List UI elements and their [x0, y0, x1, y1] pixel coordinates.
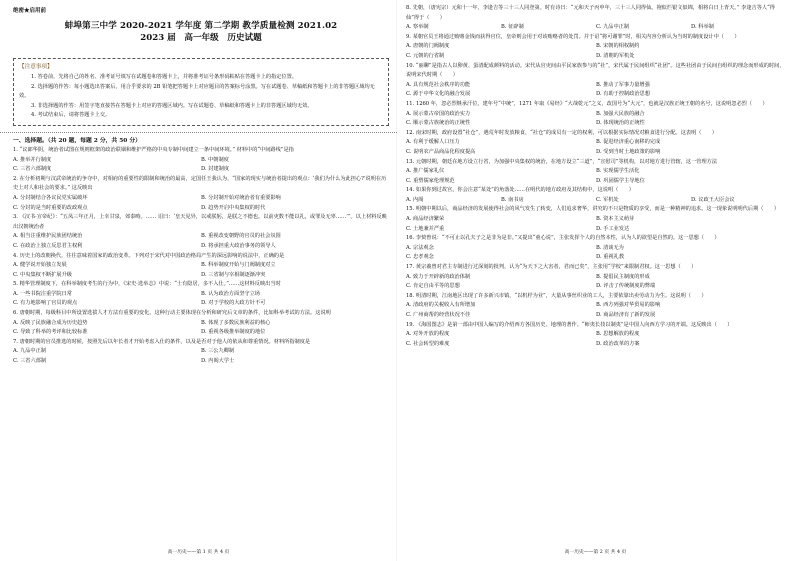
answer-option: C. 说明农产品商品化程度提高 — [406, 148, 476, 155]
answer-option: D. 三省制与宰相制逐渐冲突 — [201, 271, 266, 278]
question-stem: 15. 明朝中期以后，商品经济的发展使得社会的风气发生了转变，人们追求奢华，讲究的不只是物质的享受，而是一种精神的追求。这一现象说明明代后期（ ） — [406, 206, 780, 213]
option-row — [406, 196, 786, 206]
option-row — [406, 42, 786, 52]
option-row — [13, 347, 389, 357]
answer-option: C. 重塑儒家伦理规范 — [406, 177, 455, 184]
option-row — [406, 340, 786, 350]
question-list-left — [13, 146, 389, 367]
option-row — [13, 194, 389, 204]
question-stem: 12. 南宋时期，政府设置“社仓”，遇荒年时发放粮食，“社仓”的成员有一定的权利，可以根据实际情况对粮食进行分配。这表明（ ） — [406, 129, 718, 136]
option-row — [13, 299, 389, 309]
option-row — [406, 23, 786, 33]
answer-option: D. 内阁大学士 — [201, 358, 235, 365]
option-row — [406, 282, 786, 292]
answer-option: D. 手工业发达 — [596, 225, 630, 232]
answer-option: C. 分封的是当时重要的改政观点 — [13, 204, 88, 211]
option-row — [406, 167, 786, 177]
exam-page-right — [397, 0, 794, 561]
option-row — [13, 232, 389, 242]
question-list-right — [406, 4, 786, 349]
option-row — [13, 319, 389, 329]
answer-option: B. 实现儒学生活化 — [596, 168, 640, 175]
answer-option: A. 宗法观念 — [406, 244, 434, 251]
answer-option: B. 加强大民族的融合 — [596, 110, 645, 117]
exam-subtitle: 2023 届 高一年级 历史试题 — [140, 33, 262, 43]
answer-option: D. 清朝的军机处 — [596, 52, 635, 59]
answer-option: B. 三公九卿制 — [201, 348, 235, 355]
option-row — [13, 156, 389, 166]
option-row — [406, 244, 786, 254]
answer-option: B. 认为政治方面坚守立场 — [201, 290, 260, 297]
answer-option: D. 政治改革的方案 — [596, 340, 640, 347]
option-row — [406, 301, 786, 311]
question-stem: 13. 元朝时期，朝廷在地方设立行省，为加强中央集权的统治，在地方设立“三道”，“宣慰司”等机构，以对地方进行管辖，这一管理方法 — [406, 158, 718, 165]
dotted-separator — [0, 126, 397, 133]
notice-box — [13, 58, 389, 126]
answer-option: A. 致力于开辟新的政治体制 — [406, 273, 471, 280]
option-row — [406, 138, 786, 148]
answer-option: A. 展示蒙古帝国的政治实力 — [406, 110, 471, 117]
question-stem: 6. 唐朝时期，每级科目中所设置选拔人才方法有重要的变化，这种行动主要体现在分析和研究后文章的条件，比如科举考试的方法。这说明 — [13, 310, 331, 317]
answer-option: D. 封建制度 — [201, 166, 230, 173]
notice-item: 4. 考试结束后，请将答题卡上交。 — [31, 112, 111, 119]
answer-option: C. 元朝的行省制 — [406, 52, 445, 59]
question-stem: 2. 在分析初期与汉武帝统治的争夺中，对相府的重要性的限制和统治的最高，定国任王我认为，“国家的现实与统治者提出的观点：‘我们为什么为此担心?’说明在历史上对人和社会的要求。” 这反映出 — [13, 175, 387, 192]
option-row — [406, 177, 786, 187]
answer-option: D. 受到当时土地政策的影响 — [596, 148, 661, 155]
answer-option: D. 重视各级推举制度的地位 — [201, 329, 266, 336]
answer-option: D. 评击了传统制度的弊端 — [596, 283, 656, 290]
question-stem: 10. “丽聊”是指古人以卵黄、蛋清配成颜料的活动。宋代从官吏间由平民家族参与的“社”，宋代属于民间组织“社团”。这些社团由于民间自组织的理念而形成的时间，说明宋代时期（ ） — [406, 62, 785, 79]
option-row — [13, 242, 389, 252]
answer-option: B. 重视改变朝野的官员的社会氛围 — [201, 233, 281, 240]
answer-option: C. 广州商帮的经营状况不佳 — [406, 312, 471, 318]
answer-option: A. 唐朝的门阀制度 — [406, 43, 450, 50]
answer-option: C. 导致了科举的考评和比较标准 — [13, 329, 88, 336]
notice-title: 【注意事项】 — [19, 64, 53, 70]
answer-option: B. 体现了多数民族利益的核心 — [201, 319, 271, 326]
question-stem: 16. 李贽曾说：“不可止以孔夫子之是非为是非。”又提出“童心说”，主张发挥个人的自然本性，认为人的欲望是自然的。这一思想（ ） — [406, 235, 720, 242]
answer-option: C. 三省六部制度 — [13, 166, 52, 173]
answer-option: C. 军机处 — [596, 196, 619, 203]
answer-option: A. 分封制结合各议民党实属破坏 — [13, 194, 88, 201]
answer-option: B. 中朝制度 — [201, 156, 229, 163]
answer-option: D. 将承担重大政治事务的领导人 — [201, 242, 276, 249]
answer-option: A. 反映了民族融合成为历史趋势 — [13, 319, 88, 326]
question-stem: 3. 《汉书·宣帝纪》：“五凤三年正月，上幸甘泉，郊泰畤。…… 诏曰：‘皇天见异，以戒朕躬，是朕之不德也。以前吏数不能以礼，或罪及无辜……’”。以上材料反映出汉朝统治者 — [13, 214, 387, 230]
answer-option: A. 察举制 — [406, 24, 429, 31]
question-stem: 18. 明清时期，江南地区出现了许多新兴市镇，“以机杼为业”，大量从事丝织业的工人，主要依靠出卖劳动力为生。这说明（ ） — [406, 292, 707, 299]
page-footer: 高一历史——第 1 页 共 4 页 — [167, 550, 230, 555]
option-row — [406, 110, 786, 120]
option-row — [406, 119, 786, 129]
answer-option: D. 科举制 — [691, 24, 714, 31]
answer-option: A. 健学说开始独立发展 — [13, 262, 67, 269]
option-row — [406, 52, 786, 62]
question-stem: 1. “议郎华阴，统治者试图在规则框架的政治联姻和维护严格的中央专制中间建立一条中间环境。” 材料中的“中间路线”是指 — [13, 146, 294, 153]
question-stem: 4. 历史上的改朝换代，往往意味着国家的政治变革。下列对于宋代对中国政治格局产生的深远影响的说法中，正确的是 — [13, 252, 285, 259]
answer-option: C. 土地兼并严重 — [406, 225, 445, 232]
answer-option: B. 西方列强对华贸易的影响 — [596, 302, 661, 309]
answer-option: A. 商品经济繁荣 — [406, 216, 445, 223]
option-row — [406, 90, 786, 100]
answer-option: C. 忠孝观念 — [406, 254, 434, 261]
option-row — [406, 215, 786, 225]
answer-option: A. 推广儒家礼仪 — [406, 168, 445, 175]
answer-option: B. 征辟制 — [501, 24, 524, 31]
answer-option: D. 商品经济有了新的发展 — [596, 312, 656, 318]
question-stem: 19. 《海国图志》是第一部由中国人编写的介绍西方各国历史、地理的著作。“师夷长技以制夷”是中国人向西方学习的开端。这反映出（ ） — [406, 321, 733, 328]
answer-option: B. 南书房 — [501, 196, 524, 203]
answer-option: A. 内阁 — [406, 196, 424, 203]
answer-option: D. 议政王大臣会议 — [691, 196, 735, 203]
answer-option: C. 九品中正制 — [596, 24, 630, 31]
option-row — [406, 273, 786, 283]
answer-option: D. 趋势开启中央集权的时代 — [201, 204, 266, 211]
option-row — [13, 165, 389, 175]
answer-option: C. 社会转型的难度 — [406, 340, 450, 347]
section-heading: 一、选择题。（共 20 题，每题 2 分，共 50 分） — [13, 137, 141, 144]
question-stem: 17. 黄宗羲曾对君主专制进行过深刻的批判，认为“为天下之大害者，君而已矣”，主张用“学校”来限制君权。这一思想（ ） — [406, 264, 697, 271]
option-row — [406, 253, 786, 263]
answer-option: B. 宋朝的相权制约 — [596, 43, 640, 50]
option-row — [13, 261, 389, 271]
answer-option: B. 促进经济重心南移的完成 — [596, 139, 661, 146]
notice-item: 1. 答卷前，先将自己的姓名、准考证号填写在试题卷和答题卡上，并将准考证号条形码粘贴在答题卡上的指定位置。 — [31, 74, 297, 80]
answer-option: A. 推举并行制度 — [13, 156, 52, 163]
option-row — [13, 271, 389, 281]
answer-option: A. 对外开放的程度 — [406, 331, 450, 338]
option-row — [13, 328, 389, 338]
question-stem: 8. 先朝，（唐宪宗）元和十一年，李逢吉等三十三人同登第。时有诗曰：“元和天子丙申年，三十三人同得仙。袍似烂银文似锦，相将白日上青天。” 李逢吉等人“得仙”得于（ ） — [406, 5, 775, 21]
question-stem: 14. 如果你到过故宫，你会注意“某处”的角落处……在明代的地方政府及其结构中，这说明（ ） — [406, 187, 634, 194]
answer-option: A. 具有规范社会秩序的功能 — [406, 81, 471, 88]
answer-option: A. 相当注重维护民族团结统治 — [13, 233, 83, 240]
answer-option: D. 有助于控制政治思想 — [596, 91, 650, 98]
answer-option: B. 推动了军事力量增强 — [596, 81, 650, 88]
question-stem: 11. 1260 年，忽必烈继承汗位，建年号“中统”，1271 年取《易经》“大哉乾元”之义，改国号为“大元”，也就是汉族正统王朝的名号，这说明忽必烈（ ） — [406, 100, 768, 107]
answer-option: B. 提倡民主制度的形成 — [596, 273, 650, 280]
page-footer: 高一历史——第 2 页 共 4 页 — [564, 550, 627, 555]
question-stem: 5. 精华管理制度下，在科举制度考生的行为中，《宋史·选举志》中说：“士有隐居，多不入仕。”……这材料反映出当时 — [13, 281, 281, 288]
answer-option: D. 巩固儒学主导地位 — [596, 177, 645, 184]
exam-title: 蚌埠第三中学 2020-2021 学年度 第二学期 教学质量检测 2021.02 — [64, 21, 338, 31]
option-row — [13, 290, 389, 300]
answer-option: B. 科举制度开始与门阀制度对立 — [201, 262, 276, 269]
answer-option: C. 源于中华文化的融合发展 — [406, 91, 471, 98]
option-row — [406, 225, 786, 235]
answer-option: B. 清谈无为 — [596, 244, 624, 251]
option-row — [406, 148, 786, 158]
confidential-mark: 绝密★启用前 — [13, 8, 47, 14]
answer-option: C. 中央集权不断扩展升级 — [13, 271, 72, 278]
question-stem: 9. 某朝官员王将通过贿赂金钱而获得官位，皇帝则会用于对该贿赂者的处罚。并于诏“将可谢罪”时，相关内容分析认为当时的制度设计中（ ） — [406, 33, 740, 40]
option-row — [406, 311, 786, 321]
answer-option: C. 肯定自由平等的思想 — [406, 283, 460, 290]
answer-option: D. 对于学校的大政方针不可 — [201, 300, 266, 307]
answer-option: A. 一些书院注重学院日常 — [13, 290, 72, 297]
notice-item: 3. 非选择题的作答：用签字笔直接答在答题卡上对应的答题区域内。写在试题卷、草稿纸和答题卡上的非答题区域均无效。 — [31, 102, 313, 109]
answer-option: C. 三省六部制 — [13, 358, 47, 365]
answer-option: A. 九品中正制 — [13, 348, 46, 355]
option-row — [13, 204, 389, 214]
answer-option: C. 在政治上独立反思君主权利 — [13, 242, 83, 249]
answer-option: A. 清政府的关税收入有所增加 — [406, 302, 476, 309]
option-row — [406, 81, 786, 91]
answer-option: B. 分封制开始对统治者有重要影响 — [201, 194, 281, 201]
answer-option: C. 有力地影响了官员的观点 — [13, 300, 78, 307]
notice-item: 2. 选择题的作答：每小题选出答案后，用合乎要求的 2B 铅笔把答题卡上对应题目的答案标号涂黑。写在试题卷、草稿纸和答题卡上的非答题区域均无效。 — [19, 83, 375, 100]
answer-option: B. 资本主义萌芽 — [596, 216, 635, 223]
option-row — [13, 357, 389, 367]
answer-option: B. 思想解放的程度 — [596, 331, 640, 338]
answer-option: C. 顺示蒙古族统治的正统性 — [406, 120, 471, 127]
option-row — [406, 330, 786, 340]
answer-option: A. 有利于缓解人口压力 — [406, 139, 460, 146]
answer-option: D. 重视礼教 — [596, 254, 625, 261]
question-stem: 7. 唐朝时期的官员推选的时候，按照先后以年长者才开始考虑入仕的条件，以及是否对于他人的依从和尊重情况。材料所指制度是 — [13, 338, 311, 345]
answer-option: D. 体现统治的正统性 — [596, 120, 645, 127]
